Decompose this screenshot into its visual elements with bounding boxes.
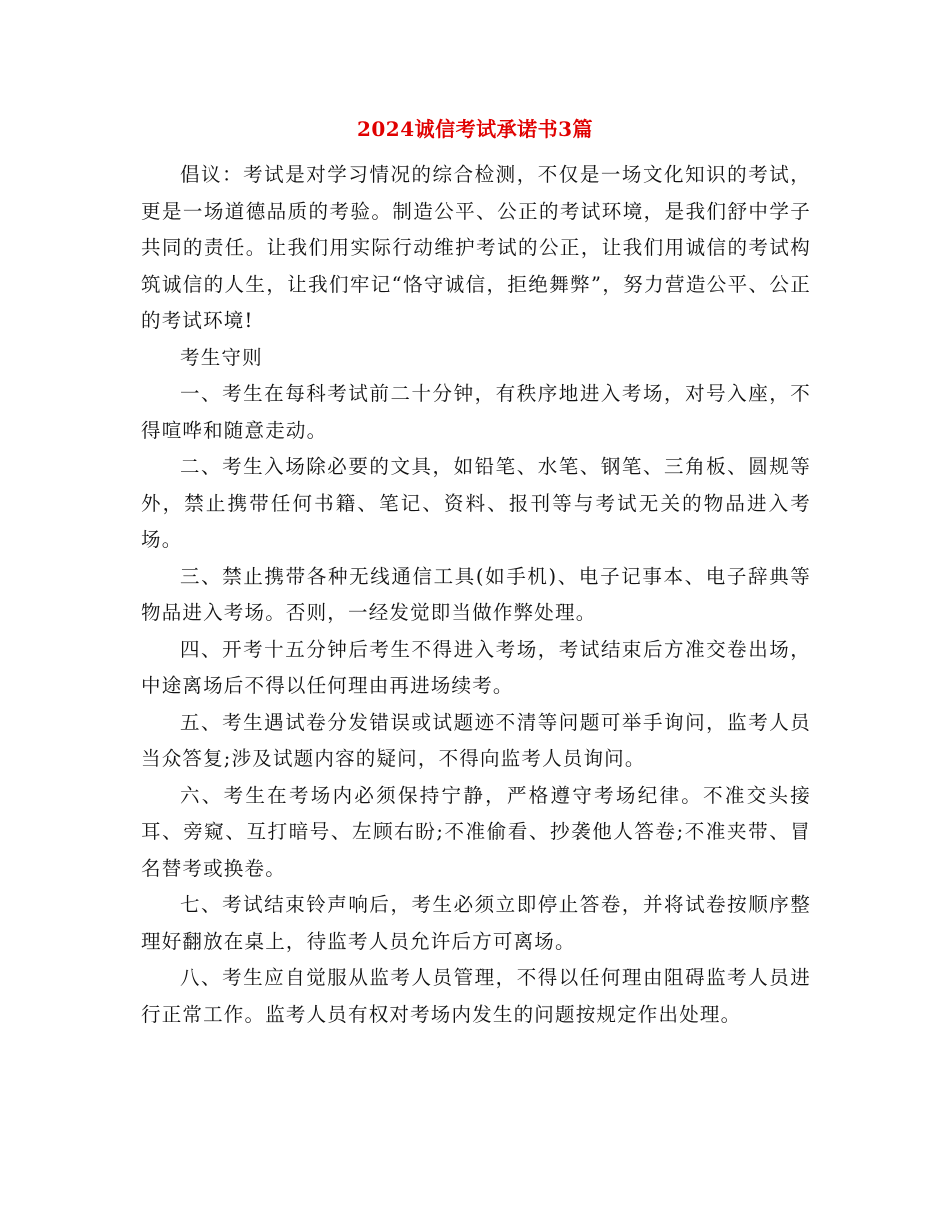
paragraph-rule-5: 五、考生遇试卷分发错误或试题迹不清等问题可举手询问，监考人员当众答复;涉及试题内容的疑问，不得向监考人员询问。 [141, 710, 811, 770]
paragraph-rule-7: 七、考试结束铃声响后，考生必须立即停止答卷，并将试卷按顺序整理好翻放在桌上，待监考人员允许后方可离场。 [141, 893, 811, 953]
paragraph-initiative: 倡议：考试是对学习情况的综合检测，不仅是一场文化知识的考试，更是一场道德品质的考验。制造公平、公正的考试环境，是我们舒中学子共同的责任。让我们用实际行动维护考试的公正，让我们用诚信的考试构筑诚信的人生，让我们牢记“恪守诚信，拒绝舞弊”，努力营造公平、公正的考试环境! [141, 163, 811, 332]
document-body [141, 157, 811, 1033]
paragraph-rule-8: 八、考生应自觉服从监考人员管理，不得以任何理由阻碍监考人员进行正常工作。监考人员有权对考场内发生的问题按规定作出处理。 [141, 966, 811, 1026]
document-title: 2024诚信考试承诺书3篇 [356, 117, 594, 141]
paragraph-rule-3: 三、禁止携带各种无线通信工具(如手机)、电子记事本、电子辞典等物品进入考场。否则，一经发觉即当做作弊处理。 [141, 564, 811, 624]
paragraph-rules-heading: 考生守则 [180, 345, 263, 369]
paragraph-rule-1: 一、考生在每科考试前二十分钟，有秩序地进入考场，对号入座，不得喧哗和随意走动。 [141, 382, 811, 442]
paragraph-rule-2: 二、考生入场除必要的文具，如铅笔、水笔、钢笔、三角板、圆规等外，禁止携带任何书籍、笔记、资料、报刊等与考试无关的物品进入考场。 [141, 455, 811, 551]
paragraph-rule-4: 四、开考十五分钟后考生不得进入考场，考试结束后方准交卷出场，中途离场后不得以任何理由再进场续考。 [141, 637, 811, 697]
paragraph-rule-6: 六、考生在考场内必须保持宁静，严格遵守考场纪律。不准交头接耳、旁窥、互打暗号、左顾右盼;不准偷看、抄袭他人答卷;不准夹带、冒名替考或换卷。 [141, 783, 811, 880]
